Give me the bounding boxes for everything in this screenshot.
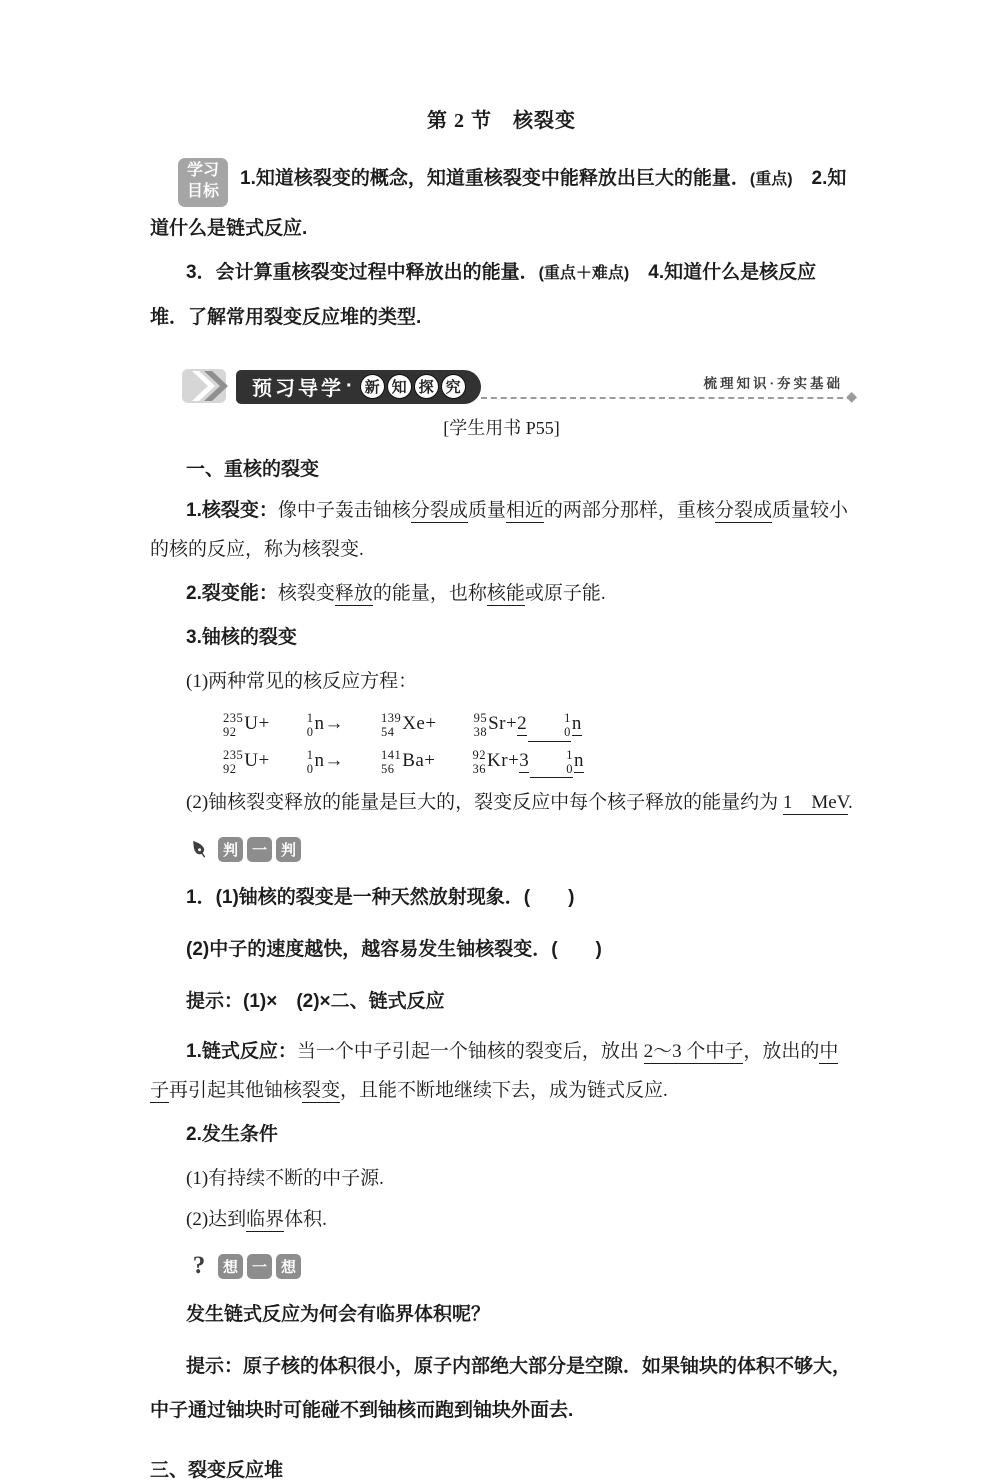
paragraph-conditions-heading: 2.发生条件	[186, 1124, 278, 1146]
banner-bar	[236, 370, 481, 404]
judge-answer: 提示：(1)× (2)×二、链式反应	[186, 991, 445, 1013]
nuclear-equation-2: 235 92 U+ 1 0 n→ 141 56 Ba+ 92 36 Kr+3 1 0 n	[150, 743, 853, 779]
objectives-paragraph-1	[150, 157, 853, 251]
learning-goal-badge-line2: 目标	[186, 183, 219, 200]
judge-badge-char: 判	[276, 837, 301, 862]
think-question: 发生链式反应为何会有临界体积呢？	[186, 1304, 491, 1326]
judge-badge-row	[186, 834, 853, 864]
think-badge-char: 一	[247, 1254, 272, 1279]
diamond-icon: ◆	[846, 388, 857, 405]
objectives-text-1: 1.知道核裂变的概念，知道重核裂变中能释放出巨大的能量．(重点) 2.知道什么是链式反应.	[150, 168, 847, 239]
banner-separator-dot: ·	[346, 375, 353, 398]
pen-icon	[186, 835, 212, 863]
judge-badge-char: 判	[218, 837, 243, 862]
objectives-paragraph-2: 3．会计算重核裂变过程中释放出的能量．(重点＋难点) 4.知道什么是核反应堆．了解常用裂变反应堆的类型.	[150, 261, 817, 328]
banner-tail	[481, 372, 857, 405]
student-book-reference: [学生用书 P55]	[443, 417, 560, 438]
section-heading-3: 三、裂变反应堆	[150, 1460, 284, 1482]
paragraph-uranium-fission: 3.铀核的裂变	[186, 626, 297, 648]
section-heading-1: 一、重核的裂变	[186, 458, 320, 480]
judge-badge-char: 一	[247, 837, 272, 862]
paragraph-equation-intro: (1)两种常见的核反应方程：	[186, 670, 418, 692]
banner-circle-char: 新	[360, 374, 385, 399]
paragraph-fission-energy: 2.裂变能：核裂变释放的能量，也称核能或原子能.	[186, 582, 606, 604]
double-chevron-icon	[182, 368, 234, 404]
banner-circle-char: 究	[441, 374, 466, 399]
banner-title: 预习导学	[252, 378, 344, 401]
question-icon: ?	[192, 1252, 206, 1280]
paragraph-fission-definition: 1.核裂变：像中子轰击铀核分裂成质量相近的两部分那样，重核分裂成质量较小的核的反应，称为核裂变.	[150, 499, 848, 560]
think-hint: 提示：原子核的体积很小，原子内部绝大部分是空隙．如果铀块的体积不够大，中子通过铀块时可能碰不到铀核而跑到铀块外面去.	[150, 1356, 852, 1422]
banner-circle-char: 知	[387, 374, 412, 399]
paragraph-energy-per-nucleon: (2)铀核裂变释放的能量是巨大的，裂变反应中每个核子释放的能量约为 1 MeV.	[186, 792, 853, 814]
think-badge-char: 想	[218, 1254, 243, 1279]
paragraph-chain-reaction: 1.链式反应：当一个中子引起一个铀核的裂变后，放出 2～3 个中子，放出的中子再引起其他铀核裂变，且能不断地继续下去，成为链式反应.	[150, 1041, 839, 1102]
judge-question-2: (2)中子的速度越快，越容易发生铀核裂变．( )	[186, 939, 602, 961]
judge-question-1: 1．(1)铀核的裂变是一种天然放射现象．( )	[186, 887, 575, 909]
think-badge-char: 想	[276, 1254, 301, 1279]
paragraph-condition-2: (2)达到临界体积.	[186, 1209, 327, 1231]
banner-dashed-rule	[481, 388, 857, 405]
page-title: 第 2 节 核裂变	[427, 110, 576, 132]
nuclear-equation-1: 235 92 U+ 1 0 n→ 139 54 Xe+ 95 38 Sr+2 1 0 n	[150, 706, 853, 742]
paragraph-condition-1: (1)有持续不断的中子源.	[186, 1168, 384, 1190]
think-badge-row	[186, 1251, 853, 1281]
learning-goal-badge-line1: 学习	[186, 162, 219, 180]
banner-right-label: 梳理知识·夯实基础	[703, 375, 843, 391]
section-banner	[150, 360, 857, 405]
banner-circle-char: 探	[414, 374, 439, 399]
learning-goal-badge	[178, 158, 228, 207]
